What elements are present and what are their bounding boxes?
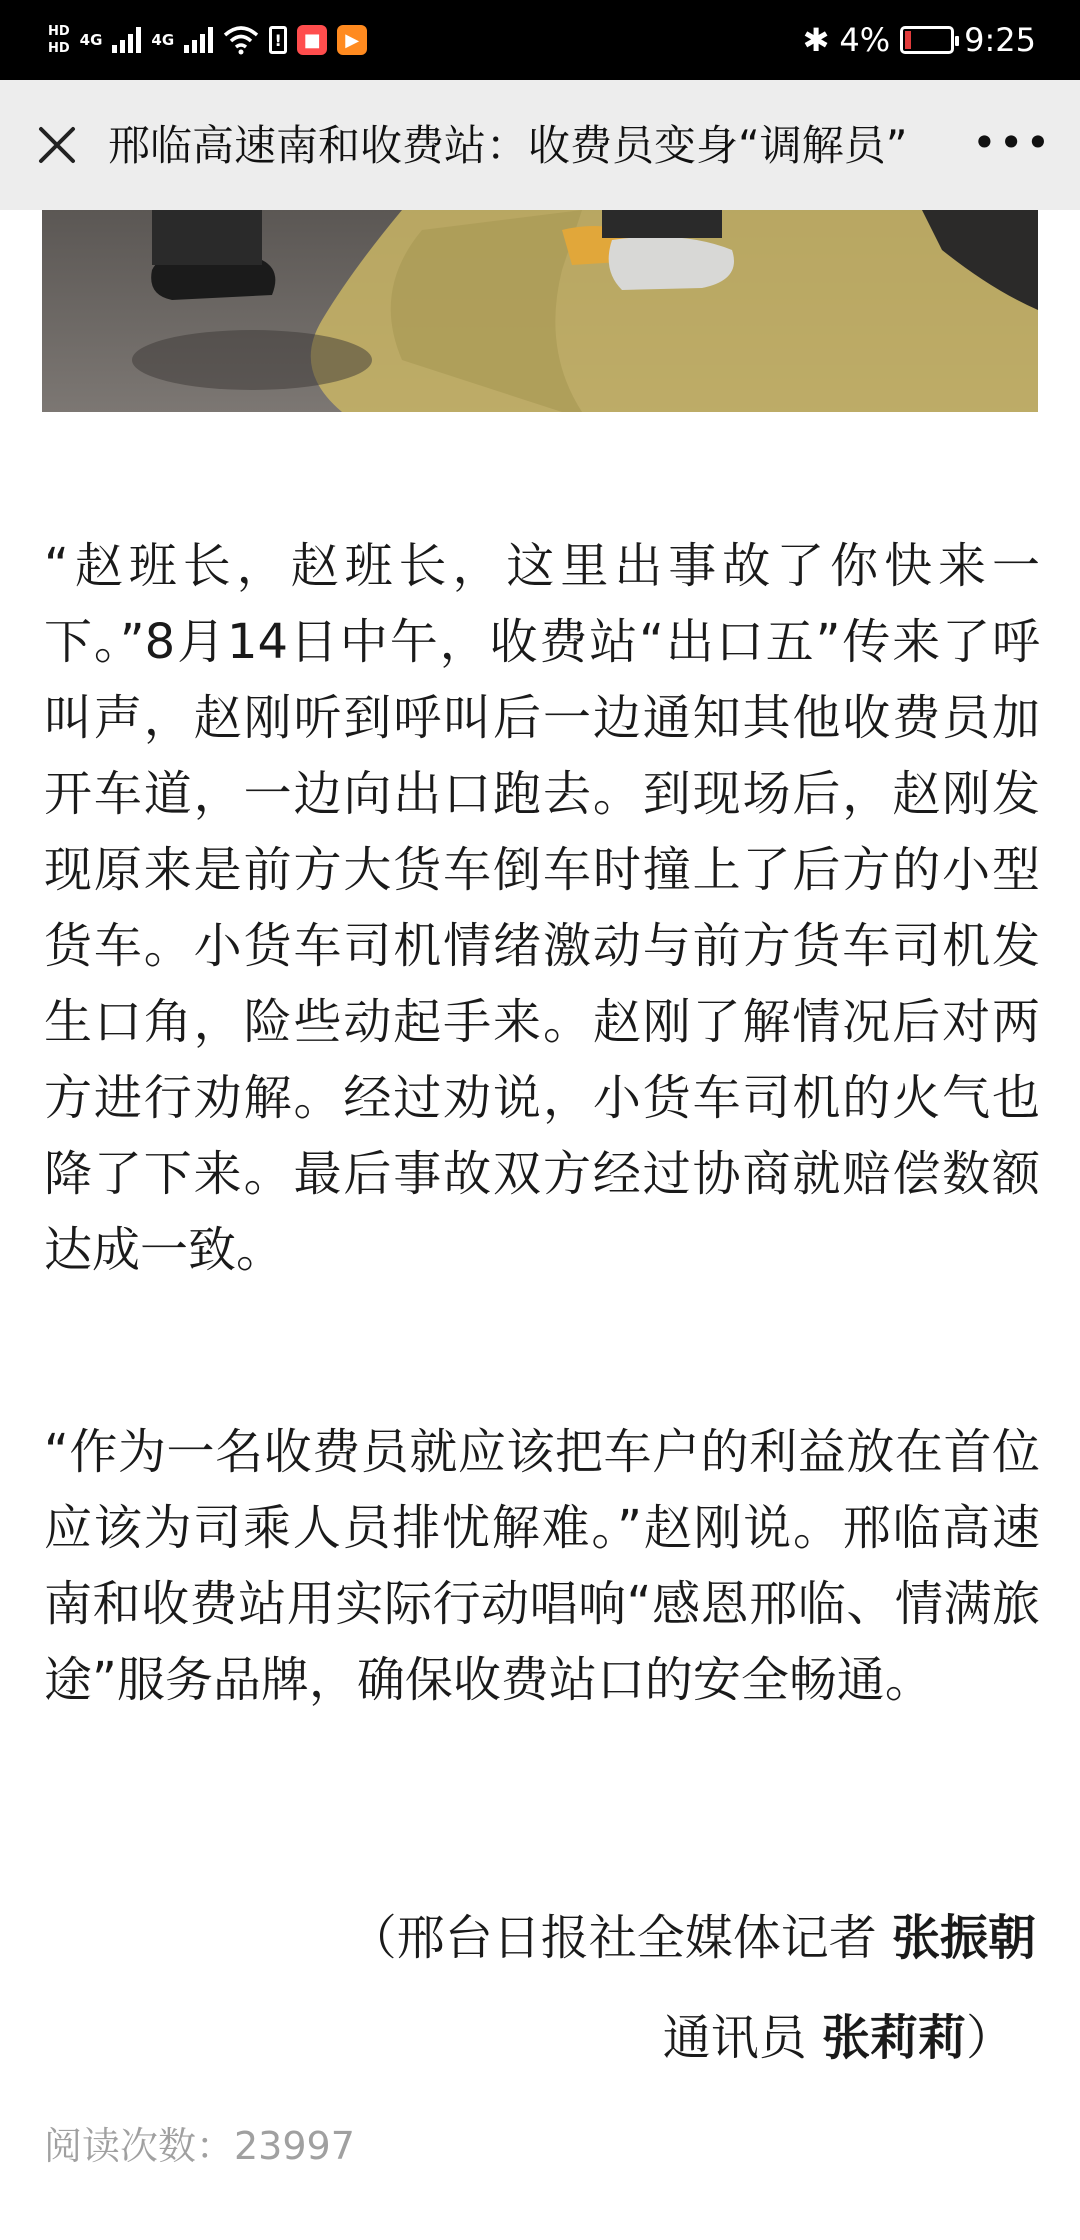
photo-illustration: [42, 210, 1038, 412]
read-count: 阅读次数：23997: [44, 2124, 355, 2168]
correspondent-credit: [663, 2000, 1014, 2076]
reporter-name: 张振朝: [891, 1910, 1036, 1966]
status-right: [803, 14, 1036, 66]
signal-icon: [184, 27, 213, 53]
more-button[interactable]: [972, 118, 1053, 168]
hd2-label: HD: [48, 41, 70, 56]
correspondent-name: 张莉莉: [821, 2010, 966, 2066]
article-paragraph-1: “赵班长，赵班长，这里出事故了你快来一下。”8月14日中午，收费站“出口五”传来了呼叫声，赵刚听到呼叫后一边通知其他收费员加开车道，一边向出口跑去。到现场后，赵刚发现原来是前方大货车倒车时撞上了后方的小型货车。小货车司机情绪激动与前方货车司机发生口角，险些动起手来。赵刚了解情况后对两方进行劝解。经过劝说，小货车司机的火气也降了下来。最后事故双方经过协商就赔偿数额达成一致。: [44, 538, 1040, 1278]
page-title: 邢临高速南和收费站：收费员变身“调解员”: [108, 122, 908, 170]
network-type-2: 4G: [151, 31, 175, 49]
article-paragraph-2: “作为一名收费员就应该把车户的利益放在首位应该为司乘人员排忧解难。”赵刚说。邢临高速南和收费站用实际行动唱响“感恩邢临、情满旅途”服务品牌，确保收费站口的安全畅通。: [44, 1424, 1040, 1708]
title-bar: [0, 80, 1080, 210]
battery-icon: [900, 26, 954, 54]
hd1-label: HD: [48, 24, 70, 39]
clock: 9:25: [964, 21, 1036, 59]
article-photo: [42, 210, 1038, 412]
signal-icon: [112, 27, 141, 53]
status-bar: [0, 0, 1080, 80]
wifi-icon: [223, 25, 259, 55]
status-left: [48, 14, 367, 66]
close-button[interactable]: [28, 116, 86, 174]
sim-alert-icon: !: [269, 26, 287, 54]
reporter-prefix: （邢台日报社全媒体记者: [348, 1910, 892, 1966]
hd-indicator: [48, 23, 70, 57]
reporter-credit: [349, 1900, 1036, 1976]
correspondent-suffix: ）: [965, 2010, 1014, 2066]
close-icon: [35, 123, 79, 167]
battery-percent: 4%: [839, 21, 891, 59]
network-type-1: 4G: [79, 31, 103, 49]
video-app-icon: ▶: [337, 25, 367, 55]
book-app-icon: ■: [297, 25, 327, 55]
bluetooth-icon: ✱: [802, 21, 830, 59]
correspondent-prefix: 通讯员: [662, 2010, 822, 2066]
more-icon: •••: [972, 118, 1053, 167]
